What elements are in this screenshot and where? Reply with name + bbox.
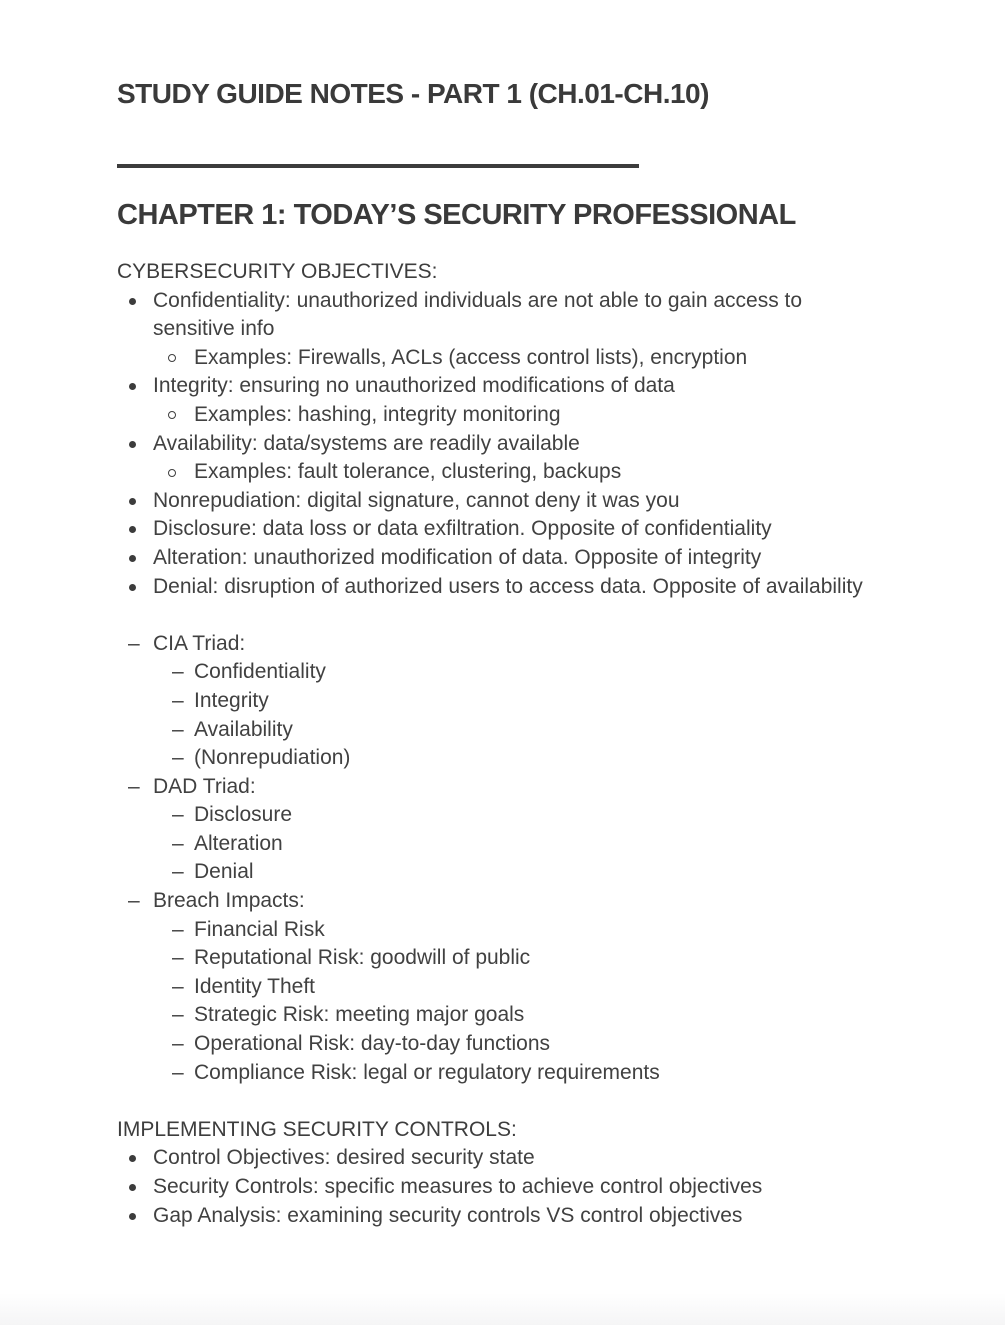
- list-item-text: Availability: [194, 717, 293, 741]
- list-item-text: Alteration: unauthorized modification of data. Opposite of integrity: [153, 545, 762, 569]
- list-item: [117, 1144, 881, 1173]
- bullet-icon: [129, 1213, 136, 1220]
- list-item-text: Gap Analysis: examining security controls VS control objectives: [153, 1203, 743, 1227]
- dash-bullet-icon: [172, 916, 184, 945]
- list-item-text: Examples: hashing, integrity monitoring: [194, 402, 561, 426]
- list-item: [117, 858, 881, 887]
- list-item-text: Confidentiality: unauthorized individuals are not able to gain access to sensitive info: [153, 288, 803, 341]
- bullet-icon: [129, 383, 136, 390]
- notes-block: [117, 630, 881, 1088]
- list-item: [117, 573, 881, 602]
- list-item-text: Operational Risk: day-to-day functions: [194, 1032, 551, 1056]
- list-item-text: Integrity: [194, 688, 269, 712]
- list-item: [117, 830, 881, 859]
- list-item-text: Breach Impacts:: [153, 889, 305, 913]
- list-item: [117, 372, 881, 401]
- list-item: [117, 687, 881, 716]
- list-item-text: Nonrepudiation: digital signature, cannot deny it was you: [153, 488, 680, 512]
- dash-bullet-icon: [172, 1030, 184, 1059]
- page-title: STUDY GUIDE NOTES - PART 1 (CH.01-CH.10): [117, 78, 709, 109]
- bullet-icon: [129, 1155, 136, 1162]
- list-item: [117, 487, 881, 516]
- bullet-icon: [129, 555, 136, 562]
- bullet-icon: [129, 1184, 136, 1191]
- dash-bullet-icon: [128, 887, 140, 916]
- dash-bullet-icon: [172, 1059, 184, 1088]
- list-item: [117, 773, 881, 802]
- list-item-text: Control Objectives: desired security state: [153, 1146, 535, 1170]
- section-label: CYBERSECURITY OBJECTIVES:: [117, 260, 438, 283]
- list-item-text: Security Controls: specific measures to achieve control objectives: [153, 1175, 763, 1198]
- bullet-icon: [129, 298, 136, 305]
- list-item: [117, 973, 881, 1002]
- list-item: [117, 887, 881, 916]
- list-item: [117, 658, 881, 687]
- page-bottom-fade: [0, 1293, 1005, 1325]
- chapter-heading: CHAPTER 1: TODAY’S SECURITY PROFESSIONAL: [117, 199, 796, 231]
- list-item-text: Denial: disruption of authorized users to access data. Opposite of availability: [153, 574, 863, 598]
- list-item-text: Examples: fault tolerance, clustering, backups: [194, 460, 622, 484]
- list-item: [117, 430, 881, 459]
- list-item: [117, 401, 881, 430]
- dash-bullet-icon: [128, 630, 140, 659]
- list-item-text: Identity Theft: [194, 974, 316, 998]
- bullet-icon: [129, 498, 136, 505]
- dash-bullet-icon: [172, 858, 184, 887]
- dash-bullet-icon: [172, 830, 184, 859]
- list-item-text: Financial Risk: [194, 917, 325, 941]
- notes-block: [117, 258, 881, 601]
- list-item: [117, 1059, 881, 1088]
- circle-bullet-icon: [168, 411, 176, 419]
- bullet-icon: [129, 441, 136, 448]
- list-item-text: Confidentiality: [194, 660, 326, 684]
- list-item: [117, 716, 881, 745]
- list-item-text: Integrity: ensuring no unauthorized modifications of data: [153, 374, 675, 398]
- notes-block: [117, 1116, 881, 1230]
- dash-bullet-icon: [172, 687, 184, 716]
- list-item: [117, 515, 881, 544]
- list-item-text: Reputational Risk: goodwill of public: [194, 946, 531, 970]
- list-item-text: Denial: [194, 860, 254, 884]
- dash-bullet-icon: [172, 716, 184, 745]
- list-item-text: Availability: data/systems are readily available: [153, 431, 580, 455]
- list-item: [117, 916, 881, 945]
- list-item-text: Disclosure: [194, 803, 293, 827]
- list-item: [117, 801, 881, 830]
- list-item: [117, 458, 881, 487]
- list-item: [117, 1173, 881, 1202]
- list-item-text: Disclosure: data loss or data exfiltration. Opposite of confidentiality: [153, 517, 772, 541]
- dash-bullet-icon: [172, 973, 184, 1002]
- list-item-text: (Nonrepudiation): [194, 746, 351, 770]
- list-item-text: Strategic Risk: meeting major goals: [194, 1003, 525, 1027]
- list-item: [117, 1001, 881, 1030]
- horizontal-divider: [117, 164, 639, 168]
- dash-bullet-icon: [172, 658, 184, 687]
- bullet-icon: [129, 526, 136, 533]
- section-label: IMPLEMENTING SECURITY CONTROLS:: [117, 1117, 517, 1141]
- list-item-text: Examples: Firewalls, ACLs (access control lists), encryption: [194, 345, 748, 369]
- circle-bullet-icon: [168, 469, 176, 477]
- list-item: [117, 944, 881, 973]
- list-item-text: DAD Triad:: [153, 774, 256, 798]
- dash-bullet-icon: [128, 773, 140, 802]
- bullet-icon: [129, 584, 136, 591]
- notes-content: [117, 258, 881, 1230]
- dash-bullet-icon: [172, 944, 184, 973]
- list-item-text: CIA Triad:: [153, 631, 246, 655]
- dash-bullet-icon: [172, 801, 184, 830]
- list-item: [117, 287, 881, 344]
- dash-bullet-icon: [172, 1001, 184, 1030]
- list-item: [117, 744, 881, 773]
- list-item-text: Alteration: [194, 831, 283, 855]
- list-item: [117, 1202, 881, 1231]
- circle-bullet-icon: [168, 354, 176, 362]
- list-item: [117, 630, 881, 659]
- dash-bullet-icon: [172, 744, 184, 773]
- list-item: [117, 344, 881, 373]
- list-item: [117, 544, 881, 573]
- list-item-text: Compliance Risk: legal or regulatory requirements: [194, 1060, 660, 1084]
- list-item: [117, 1030, 881, 1059]
